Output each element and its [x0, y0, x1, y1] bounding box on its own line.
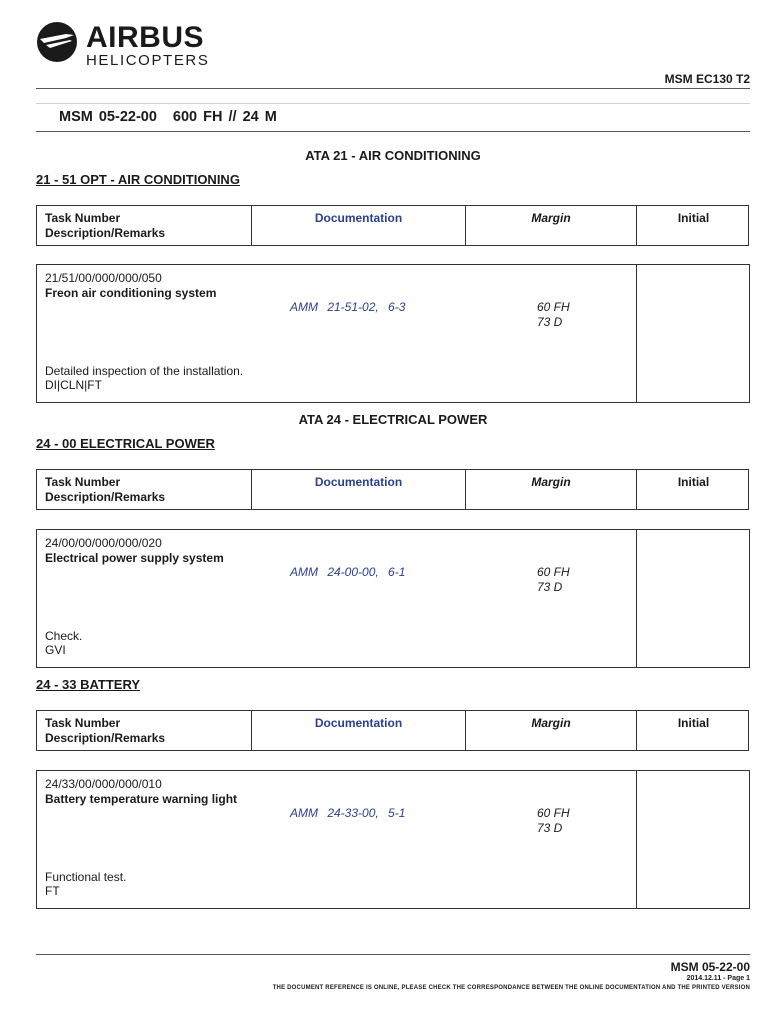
- task-description: Battery temperature warning light: [45, 792, 238, 806]
- margin-flight-hours: 60 FH: [537, 806, 570, 820]
- title-top-rule: [36, 103, 750, 104]
- task-number: 21/51/00/000/000/050: [45, 271, 162, 285]
- documentation-reference: AMM 24-33-00, 5-1: [290, 806, 406, 820]
- maintenance-interval: 600 FH // 24 M: [172, 109, 277, 125]
- documentation-reference: AMM 21-51-02, 6-3: [290, 300, 406, 314]
- airbus-helicopters-logo: [36, 20, 226, 70]
- header-divider: [36, 88, 750, 89]
- section-subheading: 24 - 33 BATTERY: [36, 677, 141, 692]
- logo-subtitle: HELICOPTERS: [86, 52, 210, 69]
- task-remarks: Check.: [45, 629, 83, 643]
- header-task-cell: [37, 711, 251, 750]
- header-description: Description/Remarks: [45, 731, 166, 745]
- task-table-header: [36, 710, 749, 751]
- task-number: 24/33/00/000/000/010: [45, 777, 162, 791]
- margin-flight-hours: 60 FH: [537, 300, 570, 314]
- documentation-reference: AMM 24-00-00, 6-1: [290, 565, 406, 579]
- header-task-number: Task Number: [45, 475, 121, 489]
- title-bottom-rule: [36, 131, 750, 132]
- initial-column-divider: [636, 265, 637, 402]
- header-task-cell: [37, 470, 251, 509]
- header-margin: Margin: [465, 206, 636, 245]
- margin-flight-hours: 60 FH: [537, 565, 570, 579]
- header-task-cell: [37, 206, 251, 245]
- section-subheading: 21 - 51 OPT - AIR CONDITIONING: [36, 172, 240, 187]
- task-table-header: [36, 205, 749, 246]
- header-initial: Initial: [636, 206, 750, 245]
- header-margin: Margin: [465, 711, 636, 750]
- task-codes: GVI: [45, 643, 66, 657]
- header-description: Description/Remarks: [45, 490, 166, 504]
- page-title: [59, 109, 293, 125]
- footer-divider: [36, 954, 750, 955]
- header-documentation: Documentation: [251, 206, 465, 245]
- logo-wordmark: AIRBUS: [86, 21, 205, 54]
- task-remarks: Detailed inspection of the installation.: [45, 364, 244, 378]
- task-codes: FT: [45, 884, 60, 898]
- header-description: Description/Remarks: [45, 226, 166, 240]
- task-number: 24/00/00/000/000/020: [45, 536, 162, 550]
- initial-column-divider: [636, 530, 637, 667]
- task-description: Freon air conditioning system: [45, 286, 217, 300]
- airbus-logo-icon: [36, 21, 78, 63]
- header-documentation: Documentation: [251, 470, 465, 509]
- header-initial: Initial: [636, 470, 750, 509]
- margin-days: 73 D: [537, 580, 563, 594]
- footer-document-reference: MSM 05-22-00: [670, 960, 750, 974]
- header-initial: Initial: [636, 711, 750, 750]
- header-task-number: Task Number: [45, 716, 121, 730]
- ata-heading: ATA 21 - AIR CONDITIONING: [305, 148, 481, 163]
- header-documentation: Documentation: [251, 711, 465, 750]
- section-subheading: 24 - 00 ELECTRICAL POWER: [36, 436, 215, 451]
- footer-notice: THE DOCUMENT REFERENCE IS ONLINE, PLEASE CHECK THE CORRESPONDANCE BETWEEN THE ONLINE DOCUMENTATION AND THE PRINTED VERSION: [272, 985, 750, 991]
- footer-page-info: 2014.12.11 - Page 1: [686, 975, 750, 982]
- task-codes: DI|CLN|FT: [45, 378, 102, 392]
- task-remarks: Functional test.: [45, 870, 127, 884]
- margin-days: 73 D: [537, 821, 563, 835]
- header-margin: Margin: [465, 470, 636, 509]
- task-table-header: [36, 469, 749, 510]
- task-description: Electrical power supply system: [45, 551, 224, 565]
- msm-reference: MSM 05-22-00: [59, 109, 157, 125]
- task-row: [36, 529, 750, 668]
- task-row: [36, 770, 750, 909]
- margin-days: 73 D: [537, 315, 563, 329]
- initial-column-divider: [636, 771, 637, 908]
- document-code: MSM EC130 T2: [664, 72, 750, 86]
- ata-heading: ATA 24 - ELECTRICAL POWER: [298, 412, 488, 427]
- task-row: [36, 264, 750, 403]
- header-task-number: Task Number: [45, 211, 121, 225]
